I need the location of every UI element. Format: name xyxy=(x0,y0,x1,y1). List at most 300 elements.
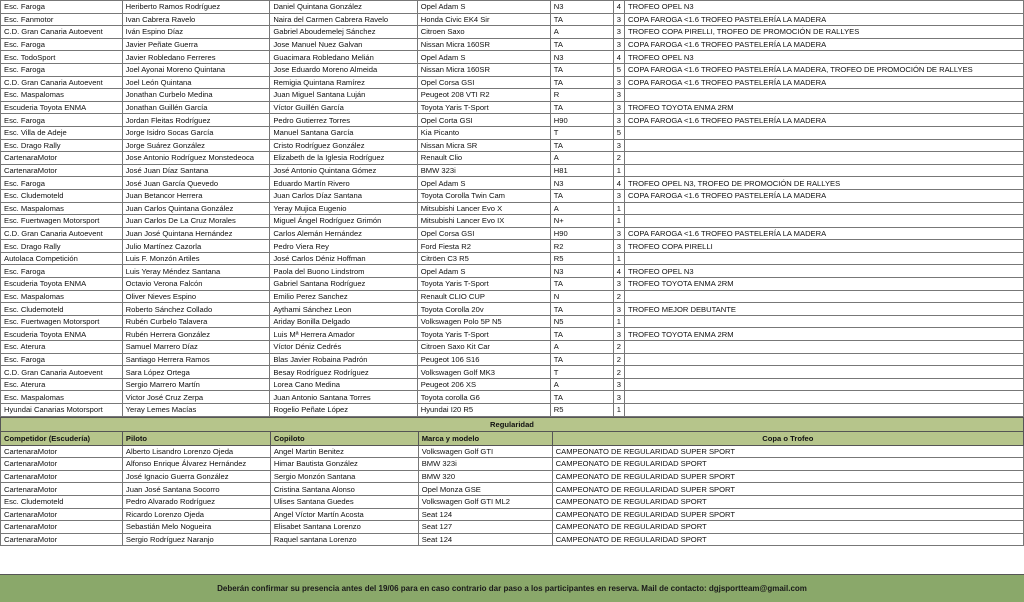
codriver-cell: Sergio Monzón Santana xyxy=(270,470,418,483)
regularidad-title: Regularidad xyxy=(1,417,1024,431)
team-cell: Esc. Faroga xyxy=(1,63,123,76)
codriver-cell: Juan Miguel Santana Luján xyxy=(270,89,417,102)
class-cell: A xyxy=(550,152,613,165)
car-cell: Peugeot 206 XS xyxy=(417,378,550,391)
group-cell: 3 xyxy=(613,303,624,316)
car-cell: Citroen Saxo Kit Car xyxy=(417,341,550,354)
group-cell: 3 xyxy=(613,189,624,202)
trophy-cell xyxy=(625,202,1024,215)
team-cell: Esc. Faroga xyxy=(1,353,123,366)
table-row xyxy=(1,139,1024,152)
table-row xyxy=(1,164,1024,177)
codriver-cell: Elizabeth de la Iglesia Rodríguez xyxy=(270,152,417,165)
team-cell: C.D. Gran Canaria Autoevent xyxy=(1,76,123,89)
trophy-cell: COPA FAROGA <1.6 TROFEO PASTELERÍA LA MADERA xyxy=(625,114,1024,127)
codriver-cell: Daniel Quintana González xyxy=(270,1,417,14)
team-cell: Esc. Maspalomas xyxy=(1,290,123,303)
group-cell: 2 xyxy=(613,152,624,165)
table-row xyxy=(1,63,1024,76)
table-row xyxy=(1,328,1024,341)
table-row xyxy=(1,445,1024,458)
class-cell: TA xyxy=(550,328,613,341)
car-cell: Opel Monza GSE xyxy=(418,483,552,496)
team-cell: C.D. Gran Canaria Autoevent xyxy=(1,366,123,379)
codriver-cell: Luis Mª Herrera Amador xyxy=(270,328,417,341)
car-cell: Honda Civic EK4 Sir xyxy=(417,13,550,26)
car-cell: Volkswagen Golf MK3 xyxy=(417,366,550,379)
table-row xyxy=(1,101,1024,114)
driver-cell: Santiago Herrera Ramos xyxy=(122,353,270,366)
car-cell: Seat 124 xyxy=(418,508,552,521)
table-row xyxy=(1,521,1024,534)
trophy-cell xyxy=(625,378,1024,391)
trophy-cell: TROFEO COPA PIRELLI, TROFEO DE PROMOCIÓN DE RALLYES xyxy=(625,26,1024,39)
car-cell: Opel Adam S xyxy=(417,51,550,64)
table-row xyxy=(1,458,1024,471)
trophy-cell xyxy=(625,252,1024,265)
trophy-cell: TROFEO TOYOTA ENMA 2RM xyxy=(625,278,1024,291)
trophy-cell: TROFEO COPA PIRELLI xyxy=(625,240,1024,253)
driver-cell: Javier Peñate Guerra xyxy=(122,38,270,51)
team-cell: CartenaraMotor xyxy=(1,470,123,483)
team-cell: Esc. Maspalomas xyxy=(1,89,123,102)
class-cell: N5 xyxy=(550,315,613,328)
codriver-cell: Carlos Alemán Hernández xyxy=(270,227,417,240)
team-cell: Esc. Cludemoteld xyxy=(1,495,123,508)
codriver-cell: Gabriel Aboudemelej Sánchez xyxy=(270,26,417,39)
codriver-cell: Ulises Santana Guedes xyxy=(270,495,418,508)
driver-cell: Joel León Quintana xyxy=(122,76,270,89)
header-marca-modelo: Marca y modelo xyxy=(418,431,552,445)
car-cell: Nissan Micra 160SR xyxy=(417,38,550,51)
team-cell: Esc. Cludemoteld xyxy=(1,189,123,202)
trophy-cell xyxy=(625,215,1024,228)
group-cell: 1 xyxy=(613,202,624,215)
class-cell: N xyxy=(550,290,613,303)
trophy-cell: CAMPEONATO DE REGULARIDAD SUPER SPORT xyxy=(552,470,1023,483)
team-cell: Autolaca Competición xyxy=(1,252,123,265)
group-cell: 3 xyxy=(613,89,624,102)
group-cell: 4 xyxy=(613,1,624,14)
team-cell: Hyundai Canarias Motorsport xyxy=(1,404,123,417)
car-cell: Toyota Corolla 20v xyxy=(417,303,550,316)
trophy-cell: CAMPEONATO DE REGULARIDAD SPORT xyxy=(552,495,1023,508)
team-cell: Escuderia Toyota ENMA xyxy=(1,101,123,114)
class-cell: TA xyxy=(550,13,613,26)
team-cell: CartenaraMotor xyxy=(1,483,123,496)
group-cell: 3 xyxy=(613,26,624,39)
codriver-cell: Juan Antonio Santana Torres xyxy=(270,391,417,404)
group-cell: 1 xyxy=(613,164,624,177)
class-cell: TA xyxy=(550,391,613,404)
driver-cell: José Juan Díaz Santana xyxy=(122,164,270,177)
group-cell: 3 xyxy=(613,227,624,240)
car-cell: Peugeot 106 S16 xyxy=(417,353,550,366)
team-cell: Esc. Fanmotor xyxy=(1,13,123,26)
driver-cell: Sergio Rodríguez Naranjo xyxy=(122,533,270,546)
class-cell: T xyxy=(550,366,613,379)
team-cell: Esc. Aterura xyxy=(1,378,123,391)
driver-cell: Rubén Herrera González xyxy=(122,328,270,341)
car-cell: Opel Corsa GSI xyxy=(417,227,550,240)
codriver-cell: Cristina Santana Alonso xyxy=(270,483,418,496)
driver-cell: Victor José Cruz Zerpa xyxy=(122,391,270,404)
class-cell: A xyxy=(550,378,613,391)
trophy-cell xyxy=(625,89,1024,102)
driver-cell: Sara López Ortega xyxy=(122,366,270,379)
driver-cell: Sergio Marrero Martín xyxy=(122,378,270,391)
codriver-cell: Juan Carlos Díaz Santana xyxy=(270,189,417,202)
team-cell: Esc. Maspalomas xyxy=(1,202,123,215)
driver-cell: Juan José Quintana Hernández xyxy=(122,227,270,240)
codriver-cell: Ariday Bonilla Delgado xyxy=(270,315,417,328)
car-cell: Toyota Yaris T-Sport xyxy=(417,101,550,114)
trophy-cell: CAMPEONATO DE REGULARIDAD SPORT xyxy=(552,458,1023,471)
class-cell: N3 xyxy=(550,265,613,278)
driver-cell: Luis F. Monzón Artiles xyxy=(122,252,270,265)
driver-cell: Octavio Verona Falcón xyxy=(122,278,270,291)
driver-cell: Ivan Cabrera Ravelo xyxy=(122,13,270,26)
driver-cell: Javier Robledano Ferreres xyxy=(122,51,270,64)
trophy-cell: COPA FAROGA <1.6 TROFEO PASTELERÍA LA MADERA, TROFEO DE PROMOCIÓN DE RALLYES xyxy=(625,63,1024,76)
driver-cell: Heriberto Ramos Rodríguez xyxy=(122,1,270,14)
trophy-cell: TROFEO OPEL N3, TROFEO DE PROMOCIÓN DE RALLYES xyxy=(625,177,1024,190)
driver-cell: Alberto Lisandro Lorenzo Ojeda xyxy=(122,445,270,458)
group-cell: 2 xyxy=(613,366,624,379)
car-cell: Peugeot 208 VTI R2 xyxy=(417,89,550,102)
group-cell: 4 xyxy=(613,177,624,190)
car-cell: Volkswagen Golf GTI ML2 xyxy=(418,495,552,508)
table-row xyxy=(1,533,1024,546)
table-row xyxy=(1,341,1024,354)
group-cell: 1 xyxy=(613,315,624,328)
team-cell: Esc. TodoSport xyxy=(1,51,123,64)
codriver-cell: Paola del Buono Lindstrom xyxy=(270,265,417,278)
codriver-cell: Elisabet Santana Lorenzo xyxy=(270,521,418,534)
codriver-cell: Pedro Viera Rey xyxy=(270,240,417,253)
trophy-cell xyxy=(625,290,1024,303)
driver-cell: Alfonso Enrique Álvarez Hernández xyxy=(122,458,270,471)
trophy-cell: CAMPEONATO DE REGULARIDAD SPORT xyxy=(552,521,1023,534)
car-cell: Citröen C3 R5 xyxy=(417,252,550,265)
car-cell: Hyundai I20 R5 xyxy=(417,404,550,417)
team-cell: CartenaraMotor xyxy=(1,164,123,177)
group-cell: 1 xyxy=(613,404,624,417)
driver-cell: Roberto Sánchez Collado xyxy=(122,303,270,316)
car-cell: BMW 323i xyxy=(418,458,552,471)
trophy-cell: COPA FAROGA <1.6 TROFEO PASTELERÍA LA MADERA xyxy=(625,13,1024,26)
driver-cell: Yeray Lemes Macías xyxy=(122,404,270,417)
team-cell: CartenaraMotor xyxy=(1,521,123,534)
table-row xyxy=(1,278,1024,291)
class-cell: H90 xyxy=(550,227,613,240)
table-row xyxy=(1,315,1024,328)
table-row xyxy=(1,404,1024,417)
codriver-cell: Lorea Cano Medina xyxy=(270,378,417,391)
group-cell: 3 xyxy=(613,378,624,391)
trophy-cell: TROFEO OPEL N3 xyxy=(625,51,1024,64)
table-row xyxy=(1,202,1024,215)
trophy-cell: COPA FAROGA <1.6 TROFEO PASTELERÍA LA MADERA xyxy=(625,76,1024,89)
driver-cell: Juan Betancor Herrera xyxy=(122,189,270,202)
trophy-cell: COPA FAROGA <1.6 TROFEO PASTELERÍA LA MADERA xyxy=(625,227,1024,240)
trophy-cell: TROFEO OPEL N3 xyxy=(625,1,1024,14)
driver-cell: José Ignacio Guerra González xyxy=(122,470,270,483)
driver-cell: Jonathan Curbelo Medina xyxy=(122,89,270,102)
class-cell: R xyxy=(550,89,613,102)
team-cell: Esc. Aterura xyxy=(1,341,123,354)
table-row xyxy=(1,26,1024,39)
group-cell: 3 xyxy=(613,240,624,253)
driver-cell: Samuel Marrero Díaz xyxy=(122,341,270,354)
trophy-cell xyxy=(625,126,1024,139)
codriver-cell: Angel Víctor Martín Acosta xyxy=(270,508,418,521)
table-row xyxy=(1,215,1024,228)
codriver-cell: Angel Martin Benitez xyxy=(270,445,418,458)
class-cell: N3 xyxy=(550,51,613,64)
table-row xyxy=(1,265,1024,278)
team-cell: Esc. Faroga xyxy=(1,177,123,190)
driver-cell: Jordan Fleitas Rodríguez xyxy=(122,114,270,127)
car-cell: Opel Corta GSI xyxy=(417,114,550,127)
driver-cell: Juan José Santana Socorro xyxy=(122,483,270,496)
codriver-cell: Raquel santana Lorenzo xyxy=(270,533,418,546)
header-piloto: Piloto xyxy=(122,431,270,445)
codriver-cell: Pedro Gutierrez Torres xyxy=(270,114,417,127)
table-row xyxy=(1,378,1024,391)
trophy-cell: CAMPEONATO DE REGULARIDAD SUPER SPORT xyxy=(552,445,1023,458)
trophy-cell xyxy=(625,353,1024,366)
table-row xyxy=(1,189,1024,202)
trophy-cell: TROFEO OPEL N3 xyxy=(625,265,1024,278)
class-cell: R5 xyxy=(550,404,613,417)
team-cell: CartenaraMotor xyxy=(1,152,123,165)
group-cell: 1 xyxy=(613,215,624,228)
team-cell: C.D. Gran Canaria Autoevent xyxy=(1,26,123,39)
codriver-cell: Víctor Guillén García xyxy=(270,101,417,114)
trophy-cell: CAMPEONATO DE REGULARIDAD SUPER SPORT xyxy=(552,508,1023,521)
codriver-cell: Naira del Carmen Cabrera Ravelo xyxy=(270,13,417,26)
team-cell: Esc. Drago Rally xyxy=(1,139,123,152)
trophy-cell xyxy=(625,315,1024,328)
class-cell: R5 xyxy=(550,252,613,265)
team-cell: CartenaraMotor xyxy=(1,458,123,471)
trophy-cell xyxy=(625,152,1024,165)
codriver-cell: Besay Rodríguez Rodríguez xyxy=(270,366,417,379)
team-cell: Esc. Faroga xyxy=(1,114,123,127)
group-cell: 3 xyxy=(613,114,624,127)
codriver-cell: Miguel Ángel Rodríguez Grimón xyxy=(270,215,417,228)
codriver-cell: Gabriel Santana Rodríguez xyxy=(270,278,417,291)
car-cell: Kia Picanto xyxy=(417,126,550,139)
header-copiloto: Copiloto xyxy=(270,431,418,445)
codriver-cell: José Carlos Déniz Hoffman xyxy=(270,252,417,265)
class-cell: A xyxy=(550,341,613,354)
driver-cell: Pedro Alvarado Rodríguez xyxy=(122,495,270,508)
car-cell: Opel Corsa GSI xyxy=(417,76,550,89)
driver-cell: Juan Carlos De La Cruz Morales xyxy=(122,215,270,228)
car-cell: Opel Adam S xyxy=(417,265,550,278)
group-cell: 4 xyxy=(613,51,624,64)
table-row xyxy=(1,177,1024,190)
group-cell: 5 xyxy=(613,126,624,139)
driver-cell: Ricardo Lorenzo Ojeda xyxy=(122,508,270,521)
codriver-cell: Remigia Quintana Ramírez xyxy=(270,76,417,89)
table-row xyxy=(1,13,1024,26)
driver-cell: Jonathan Guillén García xyxy=(122,101,270,114)
codriver-cell: Blas Javier Robaina Padrón xyxy=(270,353,417,366)
car-cell: Volkswagen Polo 5P N5 xyxy=(417,315,550,328)
car-cell: Renault Clio xyxy=(417,152,550,165)
team-cell: Esc. Cludemoteld xyxy=(1,303,123,316)
class-cell: TA xyxy=(550,189,613,202)
car-cell: Seat 127 xyxy=(418,521,552,534)
class-cell: TA xyxy=(550,38,613,51)
team-cell: Esc. Faroga xyxy=(1,265,123,278)
trophy-cell xyxy=(625,139,1024,152)
team-cell: Escuderia Toyota ENMA xyxy=(1,328,123,341)
trophy-cell xyxy=(625,404,1024,417)
table-row xyxy=(1,290,1024,303)
group-cell: 3 xyxy=(613,328,624,341)
codriver-cell: Manuel Santana García xyxy=(270,126,417,139)
car-cell: Toyota Corolla Twin Cam xyxy=(417,189,550,202)
driver-cell: Jorge Suárez González xyxy=(122,139,270,152)
group-cell: 4 xyxy=(613,265,624,278)
group-cell: 3 xyxy=(613,76,624,89)
car-cell: Nissan Micra 160SR xyxy=(417,63,550,76)
table-row xyxy=(1,38,1024,51)
trophy-cell xyxy=(625,341,1024,354)
team-cell: Esc. Faroga xyxy=(1,1,123,14)
car-cell: Toyota Yaris T-Sport xyxy=(417,278,550,291)
group-cell: 2 xyxy=(613,341,624,354)
table-row xyxy=(1,76,1024,89)
class-cell: A xyxy=(550,26,613,39)
class-cell: TA xyxy=(550,76,613,89)
team-cell: Esc. Fuertwagen Motorsport xyxy=(1,315,123,328)
table-row xyxy=(1,252,1024,265)
regularidad-column-headers xyxy=(1,431,1024,445)
class-cell: H90 xyxy=(550,114,613,127)
codriver-cell: Aythami Sánchez Leon xyxy=(270,303,417,316)
class-cell: TA xyxy=(550,303,613,316)
group-cell: 3 xyxy=(613,278,624,291)
team-cell: Esc. Drago Rally xyxy=(1,240,123,253)
codriver-cell: Yeray Mujica Eugenio xyxy=(270,202,417,215)
codriver-cell: Emilio Perez Sanchez xyxy=(270,290,417,303)
driver-cell: Sebastián Melo Nogueira xyxy=(122,521,270,534)
codriver-cell: Víctor Déniz Cedrés xyxy=(270,341,417,354)
trophy-cell xyxy=(625,164,1024,177)
car-cell: Opel Adam S xyxy=(417,177,550,190)
car-cell: Nissan Micra SR xyxy=(417,139,550,152)
group-cell: 3 xyxy=(613,13,624,26)
team-cell: CartenaraMotor xyxy=(1,533,123,546)
table-row xyxy=(1,114,1024,127)
codriver-cell: Jose Manuel Nuez Galvan xyxy=(270,38,417,51)
team-cell: Esc. Fuertwagen Motorsport xyxy=(1,215,123,228)
driver-cell: Julio Martínez Cazorla xyxy=(122,240,270,253)
table-row xyxy=(1,51,1024,64)
trophy-cell: TROFEO TOYOTA ENMA 2RM xyxy=(625,328,1024,341)
group-cell: 3 xyxy=(613,101,624,114)
table-row xyxy=(1,508,1024,521)
driver-cell: Iván Espino Díaz xyxy=(122,26,270,39)
class-cell: TA xyxy=(550,63,613,76)
team-cell: CartenaraMotor xyxy=(1,445,123,458)
car-cell: Opel Adam S xyxy=(417,1,550,14)
class-cell: A xyxy=(550,202,613,215)
group-cell: 3 xyxy=(613,38,624,51)
car-cell: BMW 323i xyxy=(417,164,550,177)
class-cell: TA xyxy=(550,101,613,114)
regularidad-table xyxy=(0,417,1024,547)
car-cell: Mitsubishi Lancer Evo X xyxy=(417,202,550,215)
group-cell: 2 xyxy=(613,353,624,366)
car-cell: Renault CLIO CUP xyxy=(417,290,550,303)
codriver-cell: Jose Eduardo Moreno Almeida xyxy=(270,63,417,76)
table-row xyxy=(1,483,1024,496)
car-cell: Seat 124 xyxy=(418,533,552,546)
table-row xyxy=(1,353,1024,366)
trophy-cell xyxy=(625,366,1024,379)
class-cell: TA xyxy=(550,139,613,152)
group-cell: 2 xyxy=(613,290,624,303)
class-cell: N+ xyxy=(550,215,613,228)
team-cell: Esc. Villa de Adeje xyxy=(1,126,123,139)
car-cell: Mitsubishi Lancer Evo IX xyxy=(417,215,550,228)
car-cell: Toyota Yaris T-Sport xyxy=(417,328,550,341)
codriver-cell: Eduardo Martín Rivero xyxy=(270,177,417,190)
trophy-cell: TROFEO MEJOR DEBUTANTE xyxy=(625,303,1024,316)
table-row xyxy=(1,366,1024,379)
team-cell: C.D. Gran Canaria Autoevent xyxy=(1,227,123,240)
trophy-cell: COPA FAROGA <1.6 TROFEO PASTELERÍA LA MADERA xyxy=(625,38,1024,51)
group-cell: 3 xyxy=(613,391,624,404)
table-row xyxy=(1,1,1024,14)
group-cell: 1 xyxy=(613,252,624,265)
table-row xyxy=(1,240,1024,253)
driver-cell: Jose Antonio Rodríguez Monstedeoca xyxy=(122,152,270,165)
driver-cell: José Juan García Quevedo xyxy=(122,177,270,190)
codriver-cell: Rogelio Peñate López xyxy=(270,404,417,417)
team-cell: Esc. Faroga xyxy=(1,38,123,51)
table-row xyxy=(1,303,1024,316)
codriver-cell: Himar Bautista González xyxy=(270,458,418,471)
team-cell: Escuderia Toyota ENMA xyxy=(1,278,123,291)
car-cell: Ford Fiesta R2 xyxy=(417,240,550,253)
class-cell: N3 xyxy=(550,1,613,14)
header-competidor: Competidor (Escudería) xyxy=(1,431,123,445)
team-cell: CartenaraMotor xyxy=(1,508,123,521)
driver-cell: Jorge Isidro Socas García xyxy=(122,126,270,139)
trophy-cell: CAMPEONATO DE REGULARIDAD SPORT xyxy=(552,533,1023,546)
table-row xyxy=(1,89,1024,102)
car-cell: Toyota corolla G6 xyxy=(417,391,550,404)
codriver-cell: José Antonio Quintana Gómez xyxy=(270,164,417,177)
codriver-cell: Cristo Rodríguez González xyxy=(270,139,417,152)
driver-cell: Rubén Curbelo Talavera xyxy=(122,315,270,328)
group-cell: 5 xyxy=(613,63,624,76)
class-cell: TA xyxy=(550,278,613,291)
trophy-cell: COPA FAROGA <1.6 TROFEO PASTELERÍA LA MADERA xyxy=(625,189,1024,202)
class-cell: R2 xyxy=(550,240,613,253)
trophy-cell: CAMPEONATO DE REGULARIDAD SUPER SPORT xyxy=(552,483,1023,496)
driver-cell: Joel Ayonai Moreno Quintana xyxy=(122,63,270,76)
table-row xyxy=(1,495,1024,508)
driver-cell: Oliver Nieves Espino xyxy=(122,290,270,303)
